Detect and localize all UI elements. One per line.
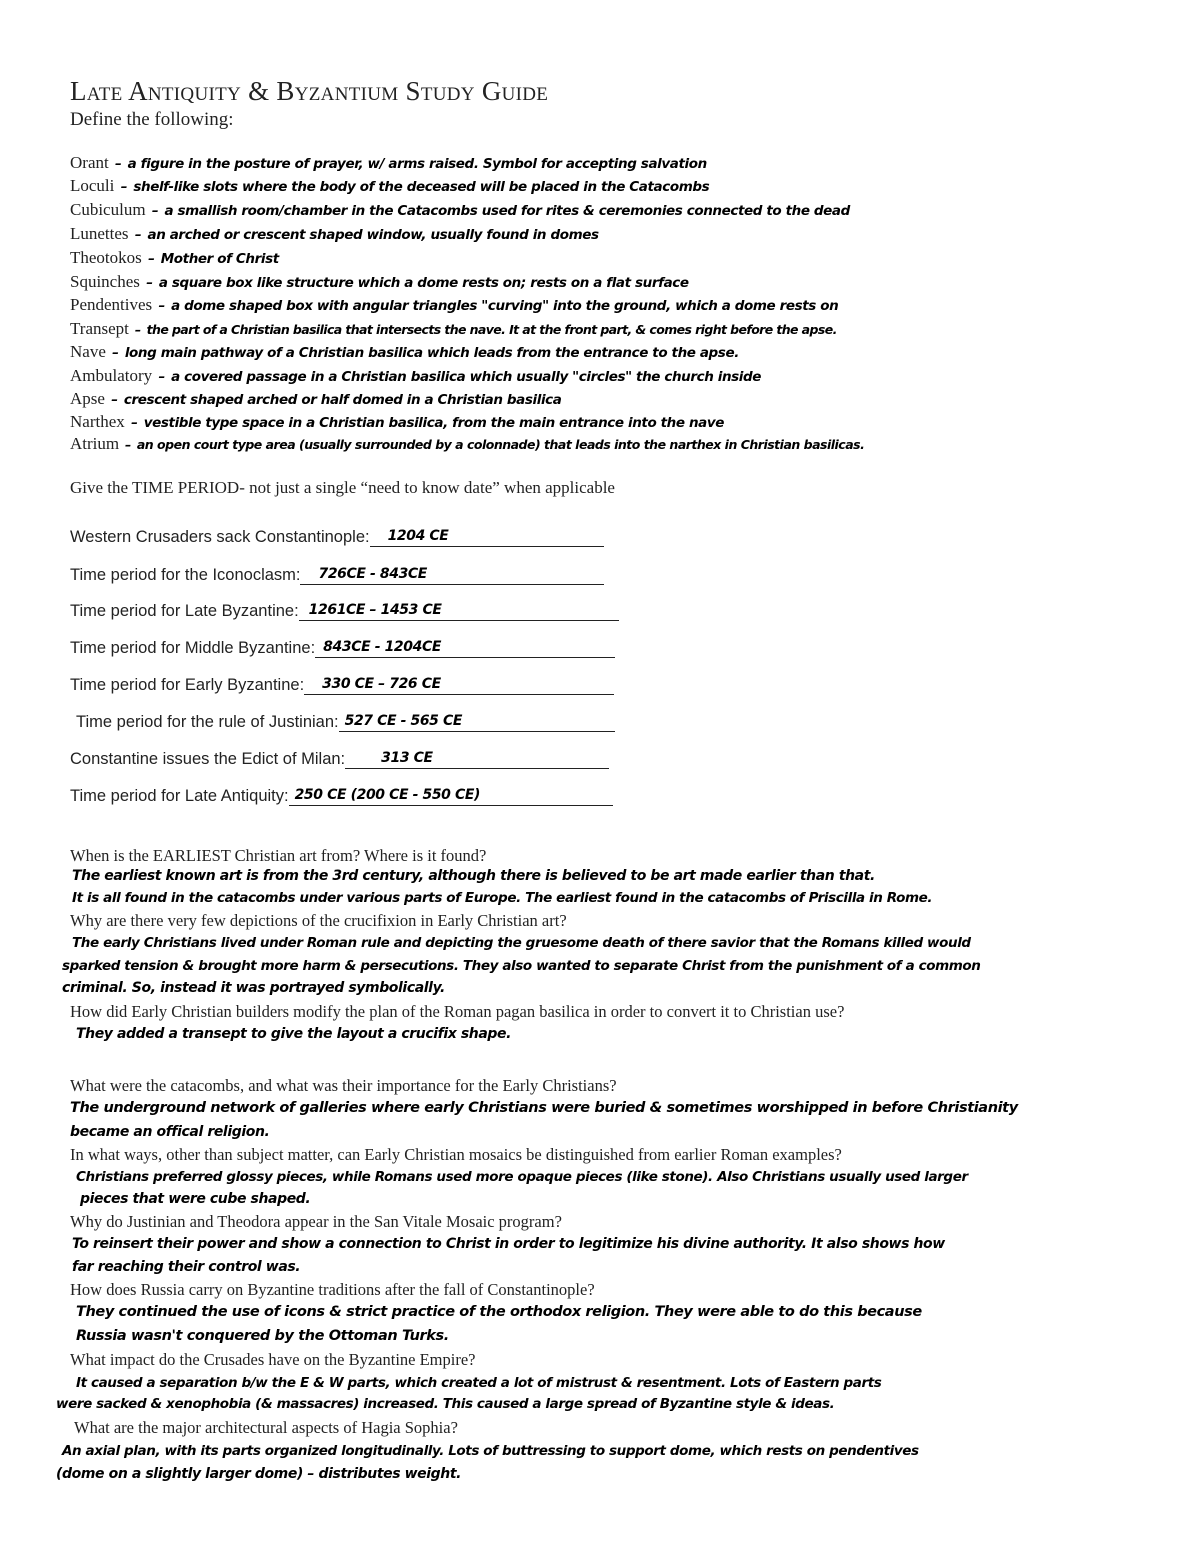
page-subtitle: Define the following:	[70, 109, 234, 130]
answer-line: They continued the use of icons & strict practice of the orthodox religion. They were able to do this because	[76, 1304, 922, 1320]
question-text: In what ways, other than subject matter, can Early Christian mosaics be distinguished from earlier Roman examples?	[70, 1145, 842, 1164]
answer-line: Russia wasn't conquered by the Ottoman Turks.	[76, 1328, 449, 1344]
definition-term: Atrium	[70, 434, 120, 453]
time-period-label: Time period for Late Antiquity:	[70, 787, 289, 805]
definition-separator: –	[130, 322, 145, 337]
definition-answer: a figure in the posture of prayer, w/ arms raised. Symbol for accepting salvation	[127, 156, 707, 172]
definition-separator: –	[143, 251, 159, 267]
question-text: Why do Justinian and Theodora appear in the San Vitale Mosaic program?	[70, 1212, 562, 1231]
time-period-row	[76, 711, 615, 735]
definition-separator: –	[121, 437, 135, 452]
time-period-label: Time period for Late Byzantine:	[70, 602, 299, 620]
definition-separator: –	[141, 275, 157, 291]
time-period-row	[70, 600, 619, 624]
time-period-label: Time period for the Iconoclasm:	[70, 566, 301, 584]
answer-blank[interactable]	[345, 748, 609, 769]
time-period-answer: 843CE - 1204CE	[323, 639, 441, 655]
answer-line: The early Christians lived under Roman rule and depicting the gruesome death of there savior that the Romans killed would	[72, 935, 971, 951]
definition-term: Theotokos	[70, 248, 142, 267]
answer-line: far reaching their control was.	[72, 1259, 301, 1275]
answer-line: They added a transept to give the layout a crucifix shape.	[76, 1026, 512, 1042]
answer-blank[interactable]	[299, 600, 619, 621]
time-period-row	[70, 564, 604, 588]
definition-item	[70, 200, 850, 222]
time-period-answer: 726CE - 843CE	[318, 566, 427, 582]
time-period-row	[70, 637, 615, 661]
question-text: What impact do the Crusades have on the Byzantine Empire?	[70, 1350, 476, 1369]
definition-answer: a smallish room/chamber in the Catacombs used for rites & ceremonies connected to the dead	[164, 203, 850, 219]
definition-item	[70, 224, 599, 246]
definition-item	[70, 434, 864, 456]
definition-answer: an arched or crescent shaped window, usually found in domes	[147, 227, 599, 243]
answer-blank[interactable]	[300, 564, 604, 585]
time-period-row	[70, 748, 609, 772]
answer-line: sparked tension & brought more harm & persecutions. They also wanted to separate Christ from the punishment of a common	[62, 958, 981, 974]
definition-term: Pendentives	[70, 295, 153, 314]
definition-term: Transept	[70, 319, 129, 338]
time-period-label: Time period for Middle Byzantine:	[70, 639, 316, 657]
answer-blank[interactable]	[370, 526, 604, 547]
definition-separator: –	[110, 156, 126, 172]
definition-item	[70, 319, 837, 341]
definition-answer: a covered passage in a Christian basilica which usually "circles" the church inside	[171, 369, 762, 385]
definition-answer: Mother of Christ	[160, 251, 279, 267]
definition-answer: long main pathway of a Christian basilica which leads from the entrance to the apse.	[124, 345, 739, 361]
definition-answer: shelf-like slots where the body of the deceased will be placed in the Catacombs	[133, 179, 710, 195]
answer-line: criminal. So, instead it was portrayed symbolically.	[62, 980, 445, 996]
definition-answer: vestible type space in a Christian basilica, from the main entrance into the nave	[143, 415, 725, 431]
definition-item	[70, 248, 279, 270]
answer-blank[interactable]	[289, 785, 613, 806]
time-period-answer: 250 CE (200 CE - 550 CE)	[294, 787, 481, 803]
time-period-label: Time period for the rule of Justinian:	[76, 713, 339, 731]
definition-term: Loculi	[70, 176, 115, 195]
answer-line: An axial plan, with its parts organized longitudinally. Lots of buttressing to support dome, which rests on pendentives	[62, 1443, 919, 1459]
definition-item	[70, 412, 724, 434]
answer-blank[interactable]	[304, 674, 614, 695]
time-period-label: Constantine issues the Edict of Milan:	[70, 750, 346, 768]
answer-line: The earliest known art is from the 3rd century, although there is believed to be art made earlier than that.	[72, 868, 875, 884]
definition-item	[70, 295, 838, 317]
answer-line: (dome on a slightly larger dome) – distributes weight.	[56, 1466, 462, 1482]
time-period-label: Time period for Early Byzantine:	[70, 676, 305, 694]
answer-line: It caused a separation b/w the E & W parts, which created a lot of mistrust & resentment. Lots of Eastern parts	[76, 1375, 882, 1391]
definition-item	[70, 272, 689, 294]
answer-line: It is all found in the catacombs under various parts of Europe. The earliest found in the catacombs of Priscilla in Rome.	[72, 890, 933, 906]
definition-separator: –	[106, 392, 122, 408]
definition-term: Cubiculum	[70, 200, 146, 219]
question-text: Why are there very few depictions of the crucifixion in Early Christian art?	[70, 911, 567, 930]
time-period-answer: 313 CE	[381, 750, 433, 766]
definition-separator: –	[154, 369, 170, 385]
page-title: Late Antiquity & Byzantium Study Guide	[70, 76, 549, 106]
definition-separator: –	[107, 345, 123, 361]
question-text: How did Early Christian builders modify the plan of the Roman pagan basilica in order to convert it to Christian use?	[70, 1002, 845, 1021]
answer-line: became an offical religion.	[70, 1124, 270, 1140]
answer-line: The underground network of galleries where early Christians were buried & sometimes worshipped in before Christianity	[70, 1100, 1018, 1116]
time-period-answer: 330 CE – 726 CE	[322, 676, 441, 692]
question-text: How does Russia carry on Byzantine traditions after the fall of Constantinople?	[70, 1280, 595, 1299]
time-period-instructions: Give the TIME PERIOD- not just a single “need to know date” when applicable	[70, 478, 615, 497]
definition-term: Ambulatory	[70, 366, 153, 385]
answer-blank[interactable]	[315, 637, 615, 658]
answer-blank[interactable]	[339, 711, 615, 732]
time-period-row	[70, 526, 604, 550]
time-period-row	[70, 785, 613, 809]
definition-separator: –	[130, 227, 146, 243]
definition-term: Apse	[70, 389, 105, 408]
definition-term: Squinches	[70, 272, 140, 291]
definition-separator: –	[147, 203, 163, 219]
answer-line: pieces that were cube shaped.	[80, 1191, 311, 1207]
definition-item	[70, 342, 739, 364]
definition-answer: a square box like structure which a dome rests on; rests on a flat surface	[158, 275, 689, 291]
time-period-label: Western Crusaders sack Constantinople:	[70, 528, 370, 546]
question-text: What are the major architectural aspects of Hagia Sophia?	[74, 1418, 458, 1437]
definition-item	[70, 366, 761, 388]
time-period-row	[70, 674, 614, 698]
definition-item	[70, 176, 709, 198]
definition-item	[70, 153, 707, 175]
definition-term: Nave	[70, 342, 106, 361]
definition-answer: crescent shaped arched or half domed in a Christian basilica	[123, 392, 562, 408]
definition-separator: –	[116, 179, 132, 195]
question-text: What were the catacombs, and what was their importance for the Early Christians?	[70, 1076, 617, 1095]
definition-separator: –	[154, 298, 170, 314]
answer-line: Christians preferred glossy pieces, while Romans used more opaque pieces (like stone). Also Christians usually used larger	[76, 1169, 968, 1185]
time-period-answer: 527 CE - 565 CE	[344, 713, 463, 729]
question-text: When is the EARLIEST Christian art from? Where is it found?	[70, 846, 487, 865]
definition-item	[70, 389, 562, 411]
answer-line: To reinsert their power and show a connection to Christ in order to legitimize his divine authority. It also shows how	[72, 1236, 945, 1252]
time-period-answer: 1204 CE	[387, 528, 449, 544]
definition-term: Narthex	[70, 412, 125, 431]
time-period-answer: 1261CE – 1453 CE	[308, 602, 442, 618]
definition-term: Orant	[70, 153, 109, 172]
answer-line: were sacked & xenophobia (& massacres) increased. This caused a large spread of Byzantine style & ideas.	[56, 1396, 835, 1412]
definition-answer: an open court type area (usually surrounded by a colonnade) that leads into the narthex in Christian basilicas.	[136, 437, 865, 452]
definition-term: Lunettes	[70, 224, 129, 243]
definition-separator: –	[126, 415, 142, 431]
definition-answer: the part of a Christian basilica that intersects the nave. It at the front part, & comes right before the apse.	[146, 322, 837, 337]
definition-answer: a dome shaped box with angular triangles "curving" into the ground, which a dome rests on	[171, 298, 839, 314]
